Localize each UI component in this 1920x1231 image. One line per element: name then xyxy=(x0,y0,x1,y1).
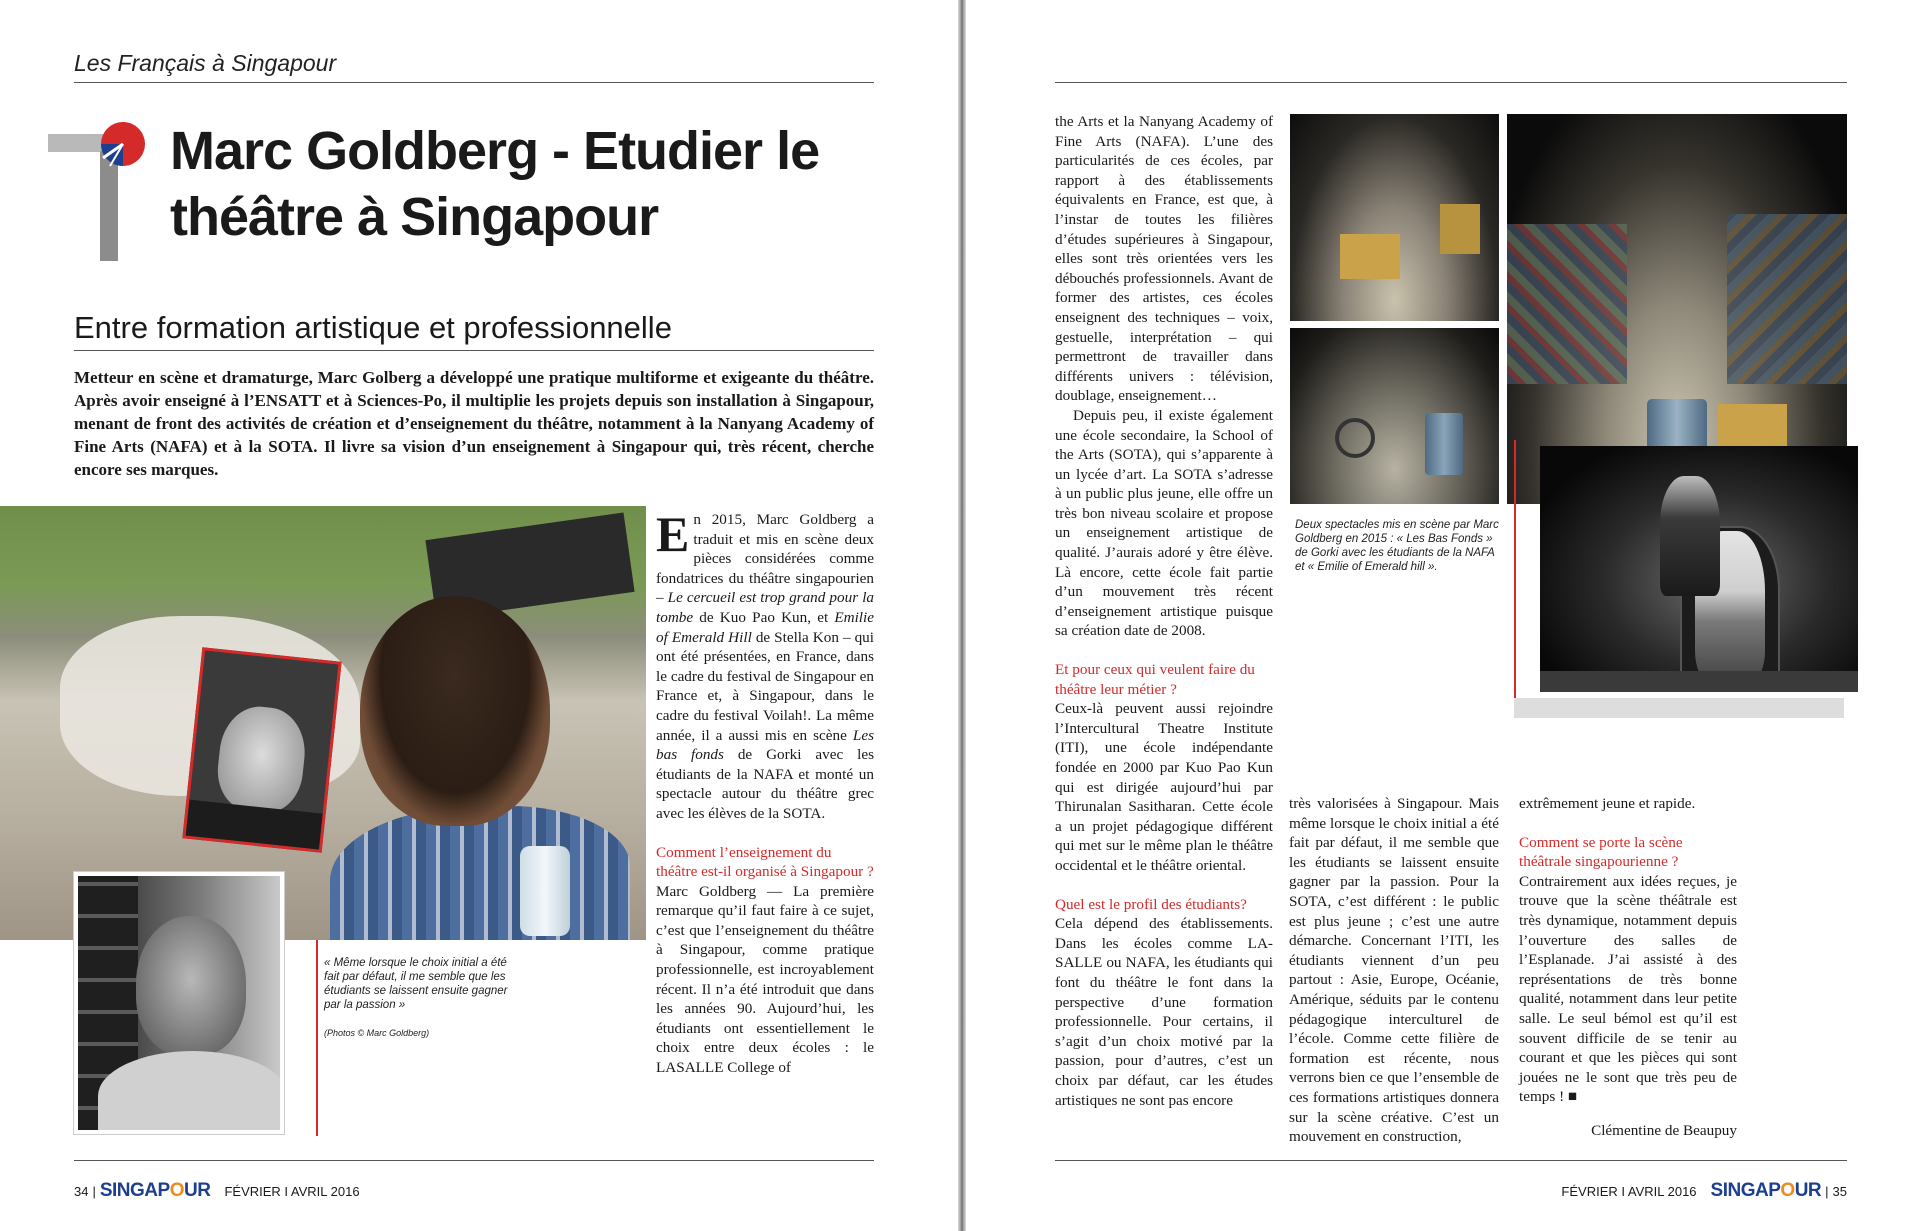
portrait-photo xyxy=(74,872,284,1134)
left-footer xyxy=(74,1180,360,1202)
right-page xyxy=(966,0,1920,1231)
section-header: Les Français à Singapour xyxy=(74,50,337,76)
right-col1-text-a: the Arts et la Nanyang Academy of Fine Arts (NAFA). L’une des particularités de ces écoles, par rapport à des établissements équivalents en France, est que, à l’instar de toutes les filières d’études supérieures à Singapour, elles sont très orientées vers les débouchés professionnels. Avant de former des artistes, ces écoles enseignent des techniques – voix, gestuelle, interprétation – qui permettront de travailler dans différents univers : télévision, doublage, enseignement… xyxy=(1055,113,1273,405)
actor-face xyxy=(214,703,310,816)
answer-4: Contrairement aux idées reçues, je trouve que la scène théâtrale est très dynamique, notamment depuis l’ouverture des salles de l’Esplanade. J’ai assisté à des représentations de très bonne qualité, notamment dans leur petite salle. Le seul bémol est qu’il est souvent difficile de se tenir au courant et que les pièces qui sont jouées ne le sont que très peu de temps ! ■ xyxy=(1519,872,1737,1106)
right-folio-number: 35 xyxy=(1832,1183,1847,1199)
article-subtitle: Entre formation artistique et professionnelle xyxy=(74,310,672,345)
right-column-2 xyxy=(1289,794,1499,1147)
drop-cap: E xyxy=(656,506,690,562)
photo-quote-caption: « Même lorsque le choix initial a été fait par défaut, il me semble que les étudiants se laissent ensuite gagner par la passion » xyxy=(324,957,508,1011)
right-footer xyxy=(1561,1180,1847,1202)
section-logo xyxy=(48,116,148,261)
right-column-1 xyxy=(1055,112,1273,1110)
actor-inset-photo xyxy=(182,647,341,853)
article-title xyxy=(170,118,819,250)
folio-number: 34 xyxy=(74,1183,89,1199)
right-col1-text-b: Depuis peu, il existe également une école secondaire, la School of the Arts (SOTA), qui s’apparente à un lycée d’art. La SOTA s’adresse à un public plus jeune, elle offre un très bon niveau scolaire et propose un enseignement artistique de qualité. J’aurais adoré y être élève. Là encore, cette école fait partie d’un mouvement très récent d’enseignement artistique puisque sa création date de 2008. xyxy=(1055,406,1273,640)
portrait-face xyxy=(136,916,246,1056)
answer-3: Cela dépend des établissements. Dans les écoles comme LA-SALLE ou NAFA, les étudiants qui font du théâtre le font dans la perspective d’une formation professionnelle. Pour certains, il s’agit d’un choix motivé par la passion, pour d’autres, c’est un choix par défaut, car les études artistiques ne sont pas encore xyxy=(1055,915,1273,1109)
intro-play-title-1: Le cercueil est trop grand pour la tombe xyxy=(656,589,875,626)
emilie-floor xyxy=(1540,671,1858,692)
question-3: Quel est le profil des étudiants? xyxy=(1055,895,1247,913)
answer-1: Marc Goldberg — La première remarque qu’il faut faire à ce sujet, c’est que l’enseignement du théâtre à Singapour, comme pratique professionnelle, est incroyablement récent. Il n’a été introduit que dans les années 90. Aujourd’hui, les étudiants ont essentiellement le choix entre deux écoles : le LASALLE College of xyxy=(656,882,874,1077)
right-col3-text: extrêmement jeune et rapide. xyxy=(1519,795,1696,812)
intro-text-d: de Gorki avec les étudiants de la NAFA et monté un spectacle autour du théâtre grec avec les élèves de la SOTA. xyxy=(656,746,874,822)
right-brand-logo: SINGAPOUR xyxy=(1710,1180,1822,1201)
page-gutter xyxy=(958,0,966,1231)
stage-photo-1-crate xyxy=(1340,234,1400,279)
question-2: Et pour ceux qui veulent faire du théâtre leur métier ? xyxy=(1055,661,1255,698)
emilie-actor xyxy=(1660,476,1720,596)
right-folio-divider: | xyxy=(1825,1183,1829,1199)
stage-photo-1 xyxy=(1290,114,1499,321)
answer-2: Ceux-là peuvent aussi rejoindre l’Intercultural Theatre Institute (ITI), une école indépendante fondée en 2000 par Kuo Pao Kun qui est dirigée aujourd’hui par Thirunalan Sasitharan. Cette école a un projet pédagogique différent qui met sur le même plan le théâtre occidental et le théâtre oriental. xyxy=(1055,700,1273,874)
article-title-line1: Marc Goldberg - Etudier le xyxy=(170,121,820,181)
emilie-frame-line xyxy=(1514,440,1516,718)
header-rule xyxy=(74,82,874,83)
stage-photo-2-wheelchair xyxy=(1335,418,1375,458)
right-header-rule xyxy=(1055,82,1847,83)
caption-bar xyxy=(316,940,318,1136)
intro-text-a: n 2015, Marc Goldberg a traduit et mis en scène deux pièces considérées comme fondatrices du théâtre singapourien – xyxy=(656,511,874,607)
brand-logo: SINGAPOUR xyxy=(99,1180,211,1201)
rehearsal-head xyxy=(360,596,550,826)
subtitle-rule xyxy=(74,350,874,351)
lead-paragraph: Metteur en scène et dramaturge, Marc Golberg a développé une pratique multiforme et exigeante du théâtre. Après avoir enseigné à l’ENSATT et à Sciences-Po, il multiplie les projets depuis son installation à Singapour, menant de front des activités de création et d’enseignement du théâtre, notamment à la Nanyang Academy of Fine Arts (NAFA) et à la SOTA. Il livre sa vision d’un enseignement à Singapour qui, très récent, cherche encore ses marques. xyxy=(74,368,874,479)
stage-photo-2 xyxy=(1290,328,1499,504)
question-1: Comment l’enseignement du théâtre est-il organisé à Singapour ? xyxy=(656,843,874,881)
stage-photo-3-debris-2 xyxy=(1727,214,1847,384)
footer-rule xyxy=(74,1160,874,1161)
intro-text-c: de Stella Kon – qui ont été présentées, en France, dans le cadre du festival de Singapour en France et, à Singapour, dans le cadre du festival Voilah!. La même année, il a aussi mis en scène xyxy=(656,628,874,744)
intro-play-title-2: Emilie of Emerald Hill xyxy=(656,608,874,646)
article-title-line2: théâtre à Singapour xyxy=(170,187,659,247)
intro-paragraph xyxy=(656,506,875,824)
question-4: Comment se porte la scène théâtrale singapourienne ? xyxy=(1519,833,1683,871)
intro-text-b: de Kuo Pao Kun, et xyxy=(693,608,835,626)
rehearsal-shoulder xyxy=(330,806,630,940)
left-body-column xyxy=(656,506,875,1078)
stage-caption: Deux spectacles mis en scène par Marc Goldberg en 2015 : « Les Bas Fonds » de Gorki avec les étudiants de la NAFA et « Emilie of Emerald hill ». xyxy=(1295,519,1499,573)
stage-photo-3-debris xyxy=(1507,224,1627,384)
issue-date: FÉVRIER I AVRIL 2016 xyxy=(224,1183,360,1199)
emilie-stage-photo xyxy=(1540,446,1858,692)
portrait-shoulders xyxy=(98,1051,284,1134)
author-signature: Clémentine de Beaupuy xyxy=(1591,1121,1737,1139)
rehearsal-bottle xyxy=(520,846,570,936)
stage-photo-1-crate-2 xyxy=(1440,204,1480,254)
right-issue-date: FÉVRIER I AVRIL 2016 xyxy=(1561,1183,1697,1199)
photo-credit: (Photos © Marc Goldberg) xyxy=(324,1028,430,1038)
right-footer-rule xyxy=(1055,1160,1847,1161)
emilie-frame-shadow xyxy=(1514,698,1844,718)
stage-photo-2-barrel xyxy=(1425,413,1463,475)
right-column-3 xyxy=(1519,794,1737,1141)
folio-divider: | xyxy=(92,1183,96,1199)
right-col2-text: très valorisées à Singapour. Mais même lorsque le choix initial a été fait par défaut, il me semble que les étudiants se laissent ensuite gagner par la passion. Pour la SOTA, c’est différent : le public est plus jeune ; c’est une autre démarche. Concernant l’ITI, les étudiants viennent d’un peu partout : Asie, Europe, Océanie, Amérique, séduits par le contenu pédagogique interculturel de l’école. Comme cette filière de formation est récente, nous verrons bien ce que l’ensemble de ces formations artistiques donnera sur la scène créative. C’est un mouvement en construction, xyxy=(1289,795,1499,1146)
intro-play-title-3: Les bas fonds xyxy=(656,726,874,764)
